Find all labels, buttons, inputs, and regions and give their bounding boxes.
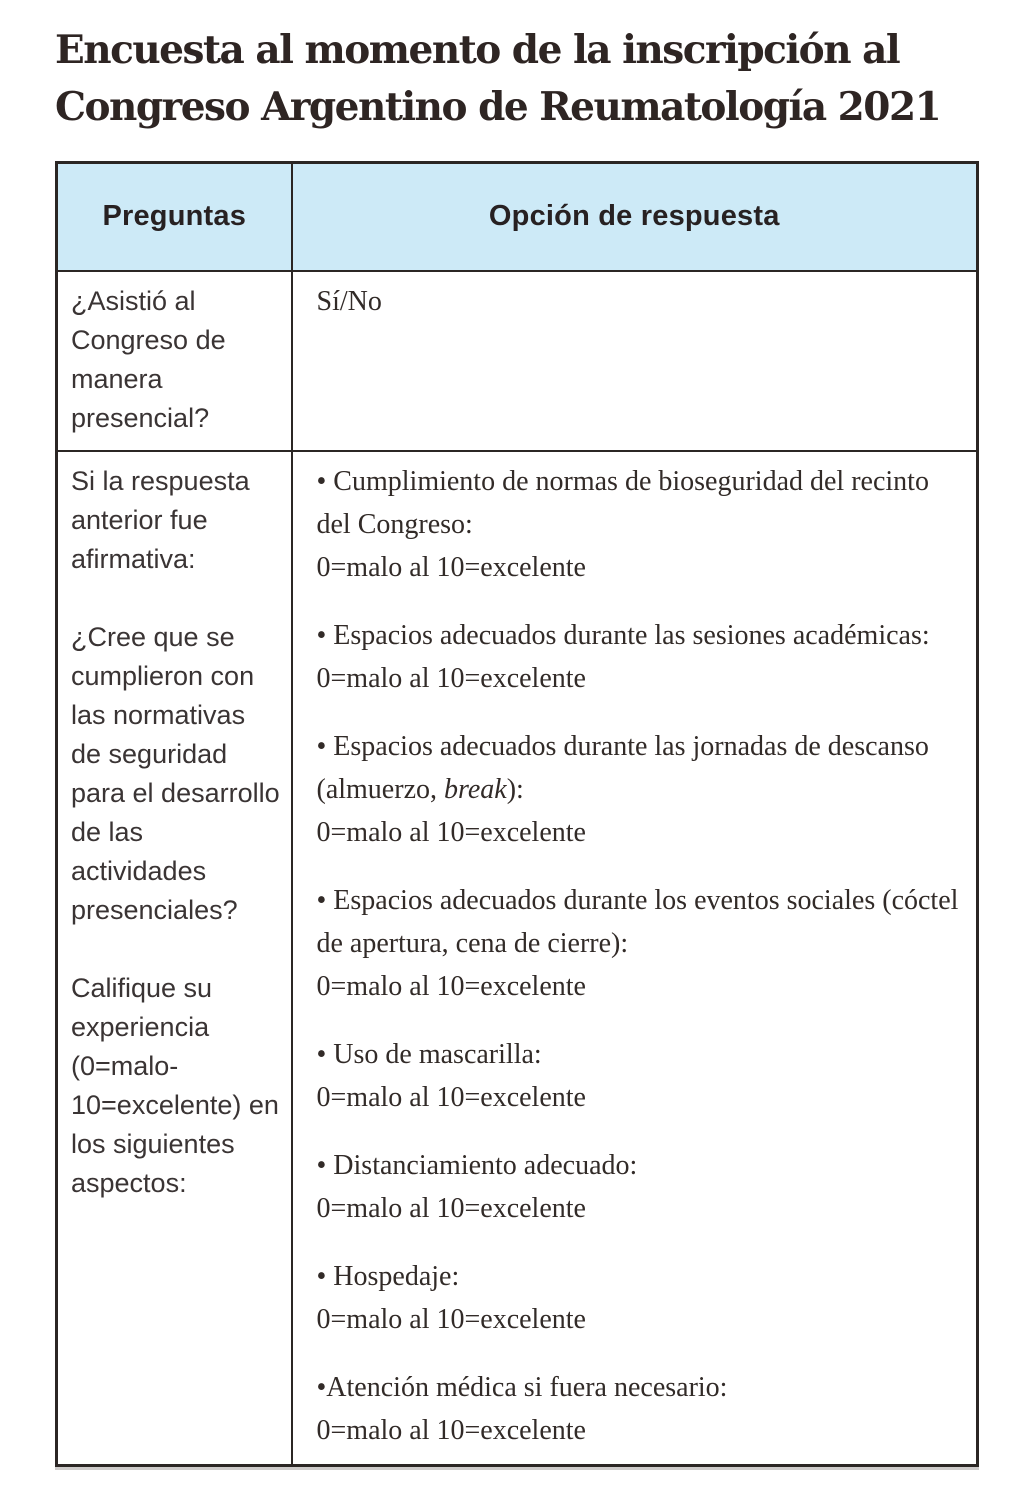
answer-text-part: • Uso de mascarilla:	[316, 1038, 542, 1070]
answer-text-part: • Hospedaje:	[316, 1260, 460, 1292]
question-text: ¿Asistió al Congreso de manera presencial?	[71, 285, 226, 433]
answer-item-label	[317, 1033, 963, 1076]
answer-item-atencion-medica	[317, 1366, 963, 1452]
answer-item-label	[317, 1255, 963, 1298]
answer-text-part: • Espacios adecuados durante los eventos sociales (cóctel de apertura, cena de cierre):	[316, 884, 959, 959]
page-title	[55, 22, 977, 135]
answer-item-label	[317, 1366, 963, 1409]
answer-item-scale: 0=malo al 10=excelente	[316, 1414, 586, 1446]
question-cell-asistencia	[57, 271, 292, 451]
answer-item-scale: 0=malo al 10=excelente	[316, 1192, 586, 1224]
answer-item-scale: 0=malo al 10=excelente	[316, 1303, 586, 1335]
answer-item-label	[317, 879, 963, 965]
table-row-calificacion	[57, 451, 978, 1466]
answer-item-scale: 0=malo al 10=excelente	[316, 662, 586, 694]
answer-item-mascarilla	[317, 1033, 963, 1119]
answer-item-distanciamiento	[317, 1144, 963, 1230]
answer-item-label	[317, 460, 963, 546]
question-cell-calificacion	[57, 451, 292, 1466]
answer-item-scale: 0=malo al 10=excelente	[316, 816, 586, 848]
answer-text-part: • Distanciamiento adecuado:	[316, 1149, 638, 1181]
question-paragraph-normativas: ¿Cree que se cumplieron con las normativas de seguridad para el desarrollo de las actividades presenciales?	[71, 621, 280, 925]
column-header-preguntas: Preguntas	[57, 163, 292, 271]
answer-item-label	[317, 1144, 963, 1187]
question-paragraph-califique: Califique su experiencia (0=malo-10=excelente) en los siguientes aspectos:	[71, 972, 279, 1198]
answer-item-sesiones-academicas	[317, 614, 963, 700]
table-header-row	[57, 163, 978, 271]
answer-text-part: • Espacios adecuados durante las jornadas de descanso (almuerzo,	[316, 730, 929, 805]
answer-item-label	[317, 725, 963, 811]
answer-item-si-no	[317, 280, 963, 323]
answer-item-scale: 0=malo al 10=excelente	[316, 970, 586, 1002]
answer-text-part: •Atención médica si fuera necesario:	[316, 1371, 728, 1403]
answer-item-hospedaje	[317, 1255, 963, 1341]
answer-item-bioseguridad	[317, 460, 963, 589]
page-title-line-2: Congreso Argentino de Reumatología 2021	[55, 83, 941, 130]
answer-cell-calificacion	[292, 451, 978, 1466]
answer-text	[317, 280, 963, 323]
answer-text-part: • Cumplimiento de normas de bioseguridad del recinto del Congreso:	[316, 465, 929, 540]
column-header-opcion-de-respuesta: Opción de respuesta	[292, 163, 978, 271]
survey-table	[55, 161, 979, 1467]
answer-item-jornadas-descanso	[317, 725, 963, 854]
page-title-line-1: Encuesta al momento de la inscripción al	[55, 27, 900, 73]
answer-item-label	[317, 614, 963, 657]
question-paragraph-condicional: Si la respuesta anterior fue afirmativa:	[71, 465, 250, 574]
answer-item-eventos-sociales	[317, 879, 963, 1008]
answer-item-scale: 0=malo al 10=excelente	[316, 1081, 586, 1113]
table-row-asistencia	[57, 271, 978, 451]
answer-item-scale: 0=malo al 10=excelente	[316, 551, 586, 583]
answer-text-part: ):	[506, 773, 524, 805]
answer-cell-asistencia	[292, 271, 978, 451]
answer-text-part: • Espacios adecuados durante las sesiones académicas:	[316, 619, 930, 651]
answer-text-part: Sí/No	[316, 285, 382, 317]
answer-text-part-italic: break	[444, 773, 507, 805]
